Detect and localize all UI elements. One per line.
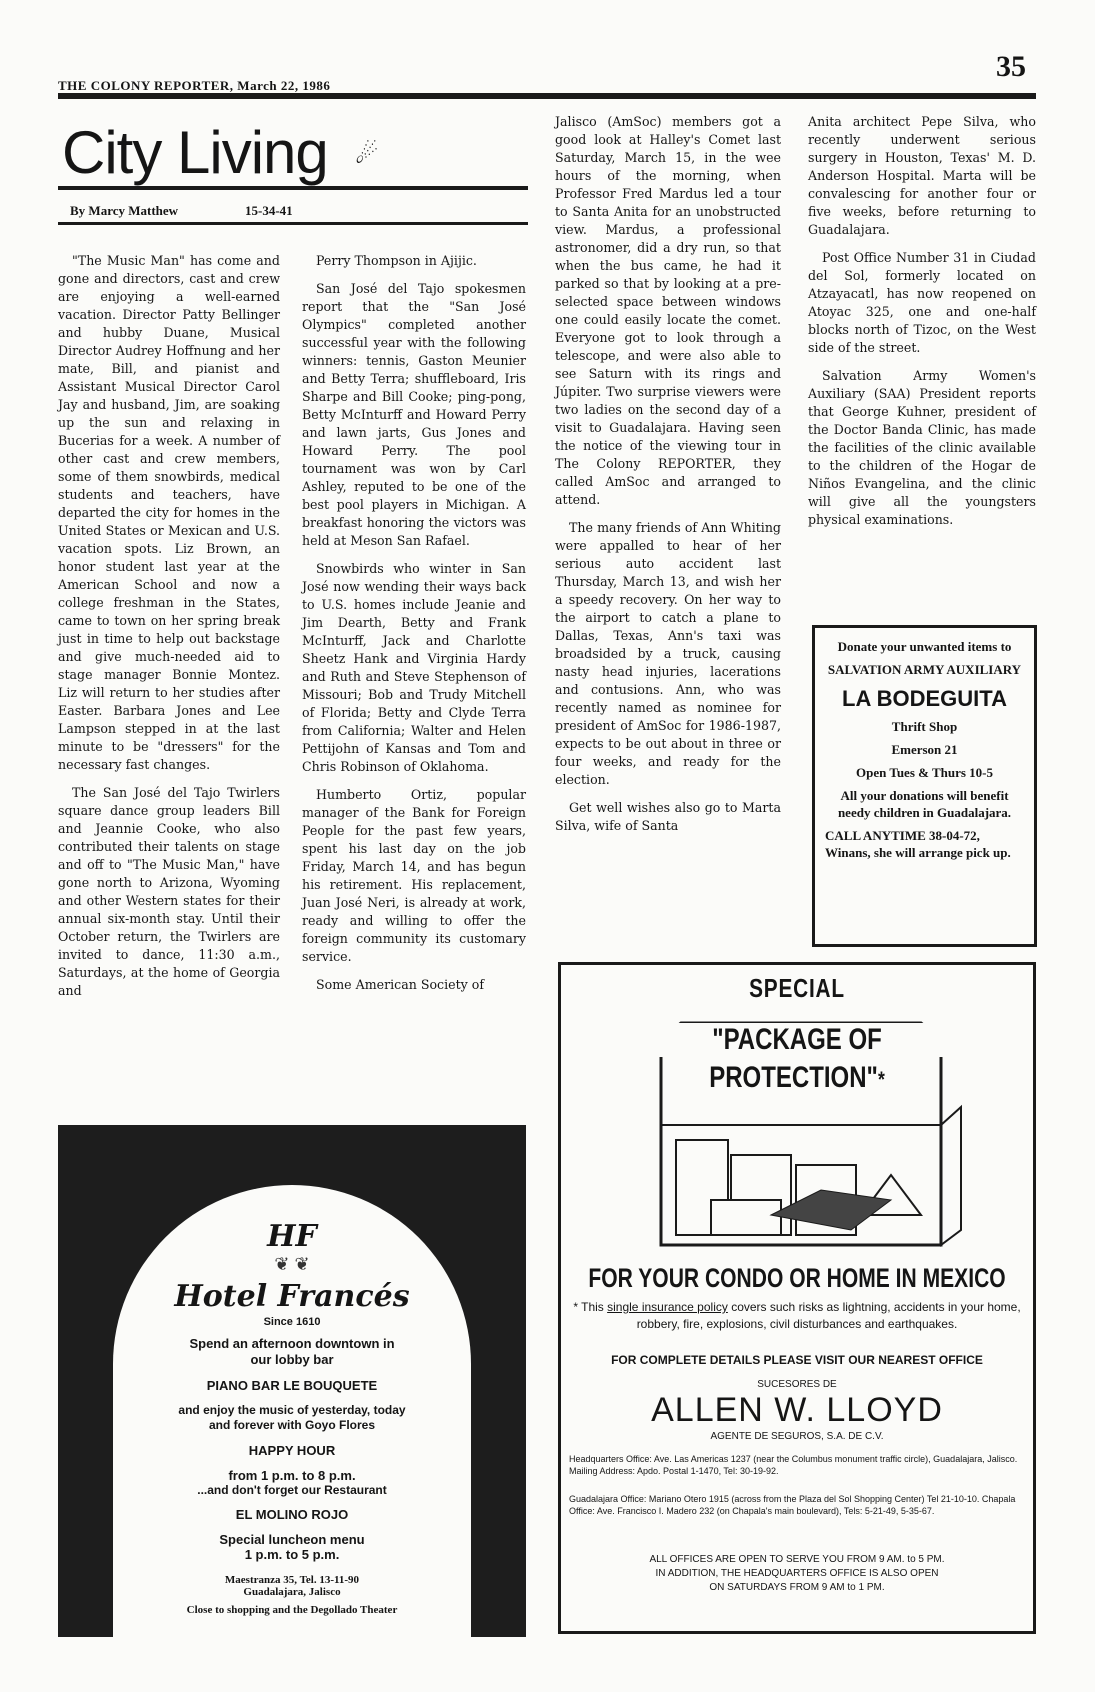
bodeguita-ad: [812, 625, 1037, 947]
ad-package-line2: [608, 1061, 986, 1095]
article-column-1: [58, 252, 280, 1010]
hotel-lunch-hours: 1 p.m. to 5 p.m.: [244, 1547, 340, 1562]
hotel-close: Close to shopping and the Degollado Theater: [186, 1604, 398, 1616]
paragraph: Humberto Ortiz, popular manager of the Bank for Foreign People for the past few years, spent his last day on the job Friday, March 14, and has begun his retirement. His replacement, Juan José Neri, is already at work, ready and willing to offer the foreign community its customary service.: [302, 787, 526, 964]
laurel-icon: ❦ ❦: [274, 1254, 310, 1274]
paragraph: Perry Thompson in Ajijic.: [316, 253, 477, 268]
ad-line: Open Tues & Thurs 10-5: [855, 765, 994, 780]
ad-line: All your donations will benefit needy children in Guadalajara.: [837, 788, 1012, 820]
paragraph: Some American Society of: [316, 977, 484, 992]
page-number: 35: [996, 50, 1026, 83]
byline: By Marcy Matthew: [70, 203, 179, 218]
masthead: THE COLONY REPORTER, March 22, 1986: [58, 78, 331, 93]
ad-line: Thrift Shop: [891, 719, 958, 734]
ad-policy: [573, 1299, 1021, 1333]
hotel-ad-arch: [113, 1185, 471, 1637]
paragraph: San José del Tajo spokesmen report that the "San José Olympics" completed another successful year with the following winners: tennis, Gaston Meunier and Betty Terra; shuffleboard, Iris Sharpe and Bill Cooke; ping-pong, Betty McInturff and Howard Perry and lawn jarts, Gus Jones and Howard Perry. The pool tournament was won by Carl Ashley, reputed to be one of the best pool players in Michigan. A breakfast honoring the victors was held at Meson San Rafael.: [302, 281, 526, 548]
paragraph: Jalisco (AmSoc) members got a good look at Halley's Comet last Saturday, March 15, in the wee hours of the morning, when Professor Fred Mardus led a tour to Santa Anita for an unobstructed view. Mardus, a professional astronomer, did a dry run, so that when the bus came, he had it parked so that by looking at a pre-selected space between windows one could easily locate the comet. Everyone got to look through a telescope, and were also able to see Saturn with its rings and Júpiter. Two surprise viewers were two ladies on the second day of a visit to Guadalajara. Having seen the notice of the viewing tour in The Colony REPORTER, they called AmSoc and arranged to attend.: [555, 114, 781, 507]
paragraph: Post Office Number 31 in Ciudad del Sol, formerly located on Atzayacatl, has now reopened on Atoyac 325, one and one-half blocks north of Tizoc, on the West side of the street.: [808, 250, 1036, 355]
ad-line: Donate your unwanted items to: [837, 639, 1012, 654]
ad-details: FOR COMPLETE DETAILS PLEASE VISIT OUR NEAREST OFFICE: [611, 1353, 983, 1367]
byline-phone: 15-34-41: [245, 203, 293, 218]
paragraph: "The Music Man" has come and gone and directors, cast and crew are enjoying a well-earned vacation. Director Patty Bellinger and hubby Duane, Musical Director Audrey Hoffnung and her mate, Bill, and pianist and Assistant Musical Director Carol Jay and husband, Jim, are soaking up the sun and relaxing in Bucerias for a week. A number of other cast and crew members, some of them snowbirds, medical students and teachers, have departed the city for homes in the United States or Mexican and U.S. vacation spots. Liz Brown, an honor student last year at the American School and now a college freshman in the States, came to town on her spring break just in time to help out backstage and give much-needed aid to stage manager Bonnie Montez. Liz will return to her studies after Easter. Barbara Jones and Lee Lampson stepped in at the last minute to be "dressers" for the necessary fast changes.: [58, 253, 280, 772]
policy-text: This: [581, 1300, 604, 1314]
policy-text: covers such risks as lightning, accidents in your home, robbery, fire, explosions, civil disturbances and earthquakes.: [636, 1300, 1021, 1331]
ad-hours-line: IN ADDITION, THE HEADQUARTERS OFFICE IS ALSO OPEN: [655, 1568, 939, 1579]
title-rule: [58, 186, 528, 190]
comet-icon: ☄: [355, 140, 379, 170]
hotel-name: Hotel Francés: [174, 1279, 410, 1314]
ad-title: LA BODEGUITA: [842, 686, 1007, 711]
ad-special: SPECIAL: [749, 973, 845, 1003]
ad-sucesores: SUCESORES DE: [757, 1379, 837, 1390]
policy-link: single insurance policy: [607, 1300, 728, 1314]
ad-agente: AGENTE DE SEGUROS, S.A. DE C.V.: [710, 1431, 884, 1442]
ad-hours: [561, 1553, 1033, 1595]
hotel-lunch: Special luncheon menu: [219, 1532, 365, 1547]
article-column-2: [302, 252, 526, 1004]
ad-hq-office: Headquarters Office: Ave. Las Americas 1237 (near the Columbus monument traffic circle), Guadalajara, Jalisco. Mailing Address: Apdo. Postal 1-1470, Tel: 30-19-92.: [569, 1454, 1018, 1476]
ad-line: SALVATION ARMY AUXILIARY: [827, 662, 1022, 677]
paragraph: The San José del Tajo Twirlers square dance group leaders Bill and Jeannie Cooke, who also contributed their talents on stage and off to "The Music Man," have gone north to Arizona, Wyoming and other Western states for their annual six-month stay. Until their October return, the Twirlers are invited to dance, 11:30 a.m., Saturdays, at the home of Georgia and: [58, 785, 280, 998]
ad-headline: FOR YOUR CONDO OR HOME IN MEXICO: [588, 1263, 1006, 1293]
ad-package-text: PROTECTION": [709, 1061, 878, 1094]
insurance-ad: [558, 962, 1036, 1634]
paragraph: Anita architect Pepe Silva, who recently underwent serious surgery in Houston, Texas' M. D. Anderson Hospital. Marta will be convalescing for another four or five weeks, before returning to Guadalajara.: [808, 114, 1036, 237]
byline-rule: [58, 222, 528, 225]
asterisk-icon: *: [877, 1067, 885, 1092]
hotel-restaurant-note: ...and don't forget our Restaurant: [197, 1483, 387, 1497]
hotel-address: Maestranza 35, Tel. 13-11-90: [224, 1574, 360, 1586]
hotel-happy-hour: HAPPY HOUR: [248, 1443, 336, 1458]
article-column-4: [808, 113, 1036, 539]
top-rule: [58, 93, 1036, 99]
hotel-ad: [58, 1125, 526, 1637]
hotel-line: Spend an afternoon downtown in our lobby bar: [189, 1336, 395, 1367]
asterisk-icon: *: [573, 1300, 578, 1314]
hotel-city: Guadalajara, Jalisco: [243, 1586, 341, 1598]
paragraph: The many friends of Ann Whiting were appalled to hear of her serious auto accident last Thursday, March 13, and wish her a speedy recovery. On her way to the airport to catch a plane to Dallas, Texas, Ann's taxi was broadsided by a truck, causing nasty head injuries, lacerations and contusions. Ann, who was recently named as nominee for president of AmSoc for 1986-1987, expects to be out about in three or four weeks, and ready for the election.: [555, 520, 781, 787]
hotel-hours: from 1 p.m. to 8 p.m.: [228, 1468, 356, 1483]
ad-package-line1: "PACKAGE OF: [608, 1023, 986, 1057]
paragraph: Snowbirds who winter in San José now wending their ways back to U.S. homes include Jeanie and Jim Dearth, Betty and Frank McInturff, Jack and Charlotte Sheetz Hank and Virginia Hardy and Ruth and Steve Stephenson of Missouri; Bob and Trudy Mitchell of Florida; Betty and Clyde Terra from California; Walter and Helen Pettijohn of Kansas and Tom and Chris Robinson of Oklahoma.: [302, 561, 526, 774]
ad-hours-line: ON SATURDAYS FROM 9 AM to 1 PM.: [709, 1582, 885, 1593]
section-title: City Living: [62, 119, 328, 186]
hotel-restaurant-name: EL MOLINO ROJO: [235, 1507, 349, 1522]
paragraph: Get well wishes also go to Marta Silva, wife of Santa: [555, 800, 781, 833]
ad-line: Emerson 21: [891, 742, 958, 757]
hotel-line: and enjoy the music of yesterday, today and forever with Goyo Flores: [178, 1403, 406, 1432]
ad-line: CALL ANYTIME 38-04-72, Winans, she will arrange pick up.: [825, 828, 1011, 860]
ad-company: ALLEN W. LLOYD: [651, 1391, 943, 1429]
ad-hours-line: ALL OFFICES ARE OPEN TO SERVE YOU FROM 9 AM. to 5 PM.: [649, 1554, 945, 1565]
hotel-piano-bar: PIANO BAR LE BOUQUETE: [206, 1378, 378, 1393]
hotel-monogram: HF: [267, 1219, 317, 1254]
hotel-since: Since 1610: [263, 1316, 321, 1328]
ad-gdl-office: Guadalajara Office: Mariano Otero 1915 (across from the Plaza del Sol Shopping Center) Tel 21-10-10. Chapala Office: Ave. Francisco I. Madero 232 (on Chapala's main boulevard), Tels: 5-21-49, 5-35-67.: [569, 1494, 1016, 1516]
paragraph: Salvation Army Women's Auxiliary (SAA) President reports that George Kuhner, president of the Doctor Banda Clinic, has made the facilities of the clinic available to the children of the Hogar de Niños Evangelina, and the clinic will give all the youngsters physical examinations.: [808, 368, 1036, 527]
article-column-3: [555, 113, 781, 845]
